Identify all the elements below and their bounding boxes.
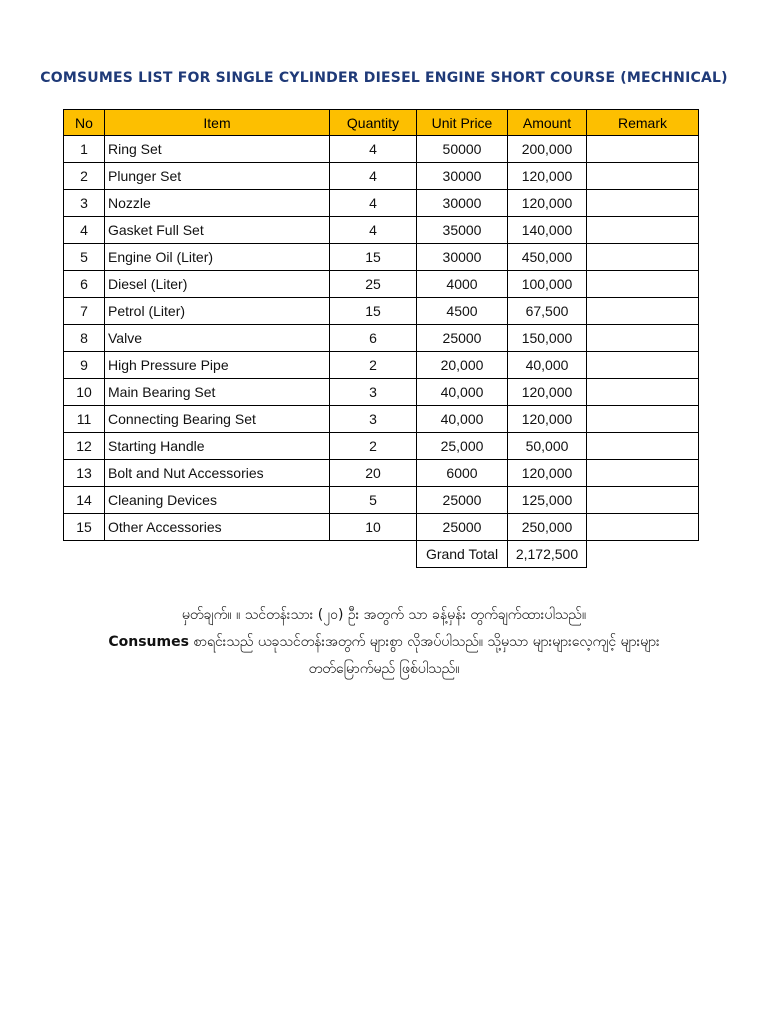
cell-no: 3 bbox=[64, 190, 105, 217]
cell-quantity: 2 bbox=[330, 433, 417, 460]
header-no: No bbox=[64, 110, 105, 136]
footnote-line-2-text: စာရင်းသည် ယခုသင်တန်းအတွက် များစွာ လိုအပ်ပါသည်။ သို့မှသာ များများလေ့ကျင့် များများ bbox=[188, 634, 660, 650]
cell-remark bbox=[587, 352, 699, 379]
cell-amount: 450,000 bbox=[508, 244, 587, 271]
table-body bbox=[64, 136, 699, 541]
cell-item: Valve bbox=[105, 325, 330, 352]
table-row bbox=[64, 433, 699, 460]
cell-no: 5 bbox=[64, 244, 105, 271]
cell-item: Ring Set bbox=[105, 136, 330, 163]
cell-quantity: 25 bbox=[330, 271, 417, 298]
cell-remark bbox=[587, 271, 699, 298]
cell-remark bbox=[587, 433, 699, 460]
table-row bbox=[64, 136, 699, 163]
cell-remark bbox=[587, 190, 699, 217]
grand-total-row bbox=[64, 541, 699, 568]
cell-remark bbox=[587, 379, 699, 406]
cell-unit-price: 30000 bbox=[417, 190, 508, 217]
cell-no: 11 bbox=[64, 406, 105, 433]
cell-no: 13 bbox=[64, 460, 105, 487]
cell-no: 9 bbox=[64, 352, 105, 379]
header-amount: Amount bbox=[508, 110, 587, 136]
table-row bbox=[64, 514, 699, 541]
blank-cell bbox=[64, 541, 105, 568]
table-row bbox=[64, 325, 699, 352]
cell-item: High Pressure Pipe bbox=[105, 352, 330, 379]
table-row bbox=[64, 163, 699, 190]
cell-remark bbox=[587, 136, 699, 163]
cell-quantity: 4 bbox=[330, 190, 417, 217]
footnote-line-3: တတ်မြောက်မည် ဖြစ်ပါသည်။ bbox=[308, 661, 460, 677]
footnote-line-2 bbox=[0, 629, 768, 656]
cell-remark bbox=[587, 163, 699, 190]
header-remark: Remark bbox=[587, 110, 699, 136]
blank-cell bbox=[330, 541, 417, 568]
table-row bbox=[64, 190, 699, 217]
cell-unit-price: 20,000 bbox=[417, 352, 508, 379]
cell-quantity: 3 bbox=[330, 406, 417, 433]
cell-quantity: 3 bbox=[330, 379, 417, 406]
cell-quantity: 4 bbox=[330, 217, 417, 244]
consumes-table bbox=[63, 109, 699, 568]
table-header-row bbox=[64, 110, 699, 136]
table-row bbox=[64, 271, 699, 298]
cell-amount: 125,000 bbox=[508, 487, 587, 514]
cell-unit-price: 25000 bbox=[417, 487, 508, 514]
cell-item: Petrol (Liter) bbox=[105, 298, 330, 325]
cell-unit-price: 40,000 bbox=[417, 406, 508, 433]
table-row bbox=[64, 487, 699, 514]
footnote-consumes-word: Consumes bbox=[108, 634, 189, 650]
cell-unit-price: 30000 bbox=[417, 244, 508, 271]
table-row bbox=[64, 379, 699, 406]
cell-quantity: 15 bbox=[330, 298, 417, 325]
cell-no: 8 bbox=[64, 325, 105, 352]
cell-item: Cleaning Devices bbox=[105, 487, 330, 514]
cell-item: Starting Handle bbox=[105, 433, 330, 460]
cell-item: Plunger Set bbox=[105, 163, 330, 190]
table-row bbox=[64, 460, 699, 487]
cell-amount: 120,000 bbox=[508, 190, 587, 217]
cell-item: Gasket Full Set bbox=[105, 217, 330, 244]
cell-quantity: 15 bbox=[330, 244, 417, 271]
cell-amount: 120,000 bbox=[508, 379, 587, 406]
cell-no: 4 bbox=[64, 217, 105, 244]
cell-amount: 150,000 bbox=[508, 325, 587, 352]
cell-item: Nozzle bbox=[105, 190, 330, 217]
cell-no: 1 bbox=[64, 136, 105, 163]
cell-amount: 50,000 bbox=[508, 433, 587, 460]
cell-item: Connecting Bearing Set bbox=[105, 406, 330, 433]
table-row bbox=[64, 352, 699, 379]
header-unit-price: Unit Price bbox=[417, 110, 508, 136]
cell-amount: 200,000 bbox=[508, 136, 587, 163]
page-title: COMSUMES LIST FOR SINGLE CYLINDER DIESEL ENGINE SHORT COURSE (MECHNICAL) bbox=[40, 70, 728, 86]
cell-unit-price: 6000 bbox=[417, 460, 508, 487]
cell-quantity: 4 bbox=[330, 163, 417, 190]
footnote-line-1: မှတ်ချက်။ ။ သင်တန်းသား (၂၀) ဦး အတွက် သာ ခန့်မှန်း တွက်ချက်ထားပါသည်။ bbox=[181, 607, 587, 623]
cell-remark bbox=[587, 298, 699, 325]
blank-cell bbox=[105, 541, 330, 568]
cell-amount: 100,000 bbox=[508, 271, 587, 298]
cell-no: 6 bbox=[64, 271, 105, 298]
cell-unit-price: 25000 bbox=[417, 325, 508, 352]
cell-quantity: 6 bbox=[330, 325, 417, 352]
cell-unit-price: 25,000 bbox=[417, 433, 508, 460]
cell-no: 7 bbox=[64, 298, 105, 325]
cell-amount: 140,000 bbox=[508, 217, 587, 244]
cell-remark bbox=[587, 325, 699, 352]
cell-unit-price: 4500 bbox=[417, 298, 508, 325]
cell-quantity: 10 bbox=[330, 514, 417, 541]
cell-item: Bolt and Nut Accessories bbox=[105, 460, 330, 487]
header-quantity: Quantity bbox=[330, 110, 417, 136]
cell-remark bbox=[587, 487, 699, 514]
cell-unit-price: 4000 bbox=[417, 271, 508, 298]
cell-unit-price: 30000 bbox=[417, 163, 508, 190]
cell-no: 10 bbox=[64, 379, 105, 406]
cell-amount: 250,000 bbox=[508, 514, 587, 541]
table-row bbox=[64, 244, 699, 271]
cell-item: Main Bearing Set bbox=[105, 379, 330, 406]
cell-no: 15 bbox=[64, 514, 105, 541]
cell-quantity: 20 bbox=[330, 460, 417, 487]
cell-amount: 120,000 bbox=[508, 460, 587, 487]
cell-item: Engine Oil (Liter) bbox=[105, 244, 330, 271]
cell-remark bbox=[587, 217, 699, 244]
cell-unit-price: 40,000 bbox=[417, 379, 508, 406]
cell-unit-price: 35000 bbox=[417, 217, 508, 244]
cell-no: 2 bbox=[64, 163, 105, 190]
cell-unit-price: 25000 bbox=[417, 514, 508, 541]
cell-amount: 120,000 bbox=[508, 163, 587, 190]
blank-cell bbox=[587, 541, 699, 568]
table-row bbox=[64, 406, 699, 433]
cell-unit-price: 50000 bbox=[417, 136, 508, 163]
cell-item: Diesel (Liter) bbox=[105, 271, 330, 298]
grand-total-label: Grand Total bbox=[417, 541, 508, 568]
cell-quantity: 4 bbox=[330, 136, 417, 163]
cell-remark bbox=[587, 514, 699, 541]
cell-quantity: 5 bbox=[330, 487, 417, 514]
grand-total-value: 2,172,500 bbox=[508, 541, 587, 568]
header-item: Item bbox=[105, 110, 330, 136]
cell-remark bbox=[587, 406, 699, 433]
table-row bbox=[64, 217, 699, 244]
cell-no: 12 bbox=[64, 433, 105, 460]
cell-no: 14 bbox=[64, 487, 105, 514]
cell-remark bbox=[587, 244, 699, 271]
cell-amount: 67,500 bbox=[508, 298, 587, 325]
cell-amount: 40,000 bbox=[508, 352, 587, 379]
cell-amount: 120,000 bbox=[508, 406, 587, 433]
cell-quantity: 2 bbox=[330, 352, 417, 379]
table-row bbox=[64, 298, 699, 325]
cell-remark bbox=[587, 460, 699, 487]
cell-item: Other Accessories bbox=[105, 514, 330, 541]
footnote bbox=[0, 602, 768, 683]
